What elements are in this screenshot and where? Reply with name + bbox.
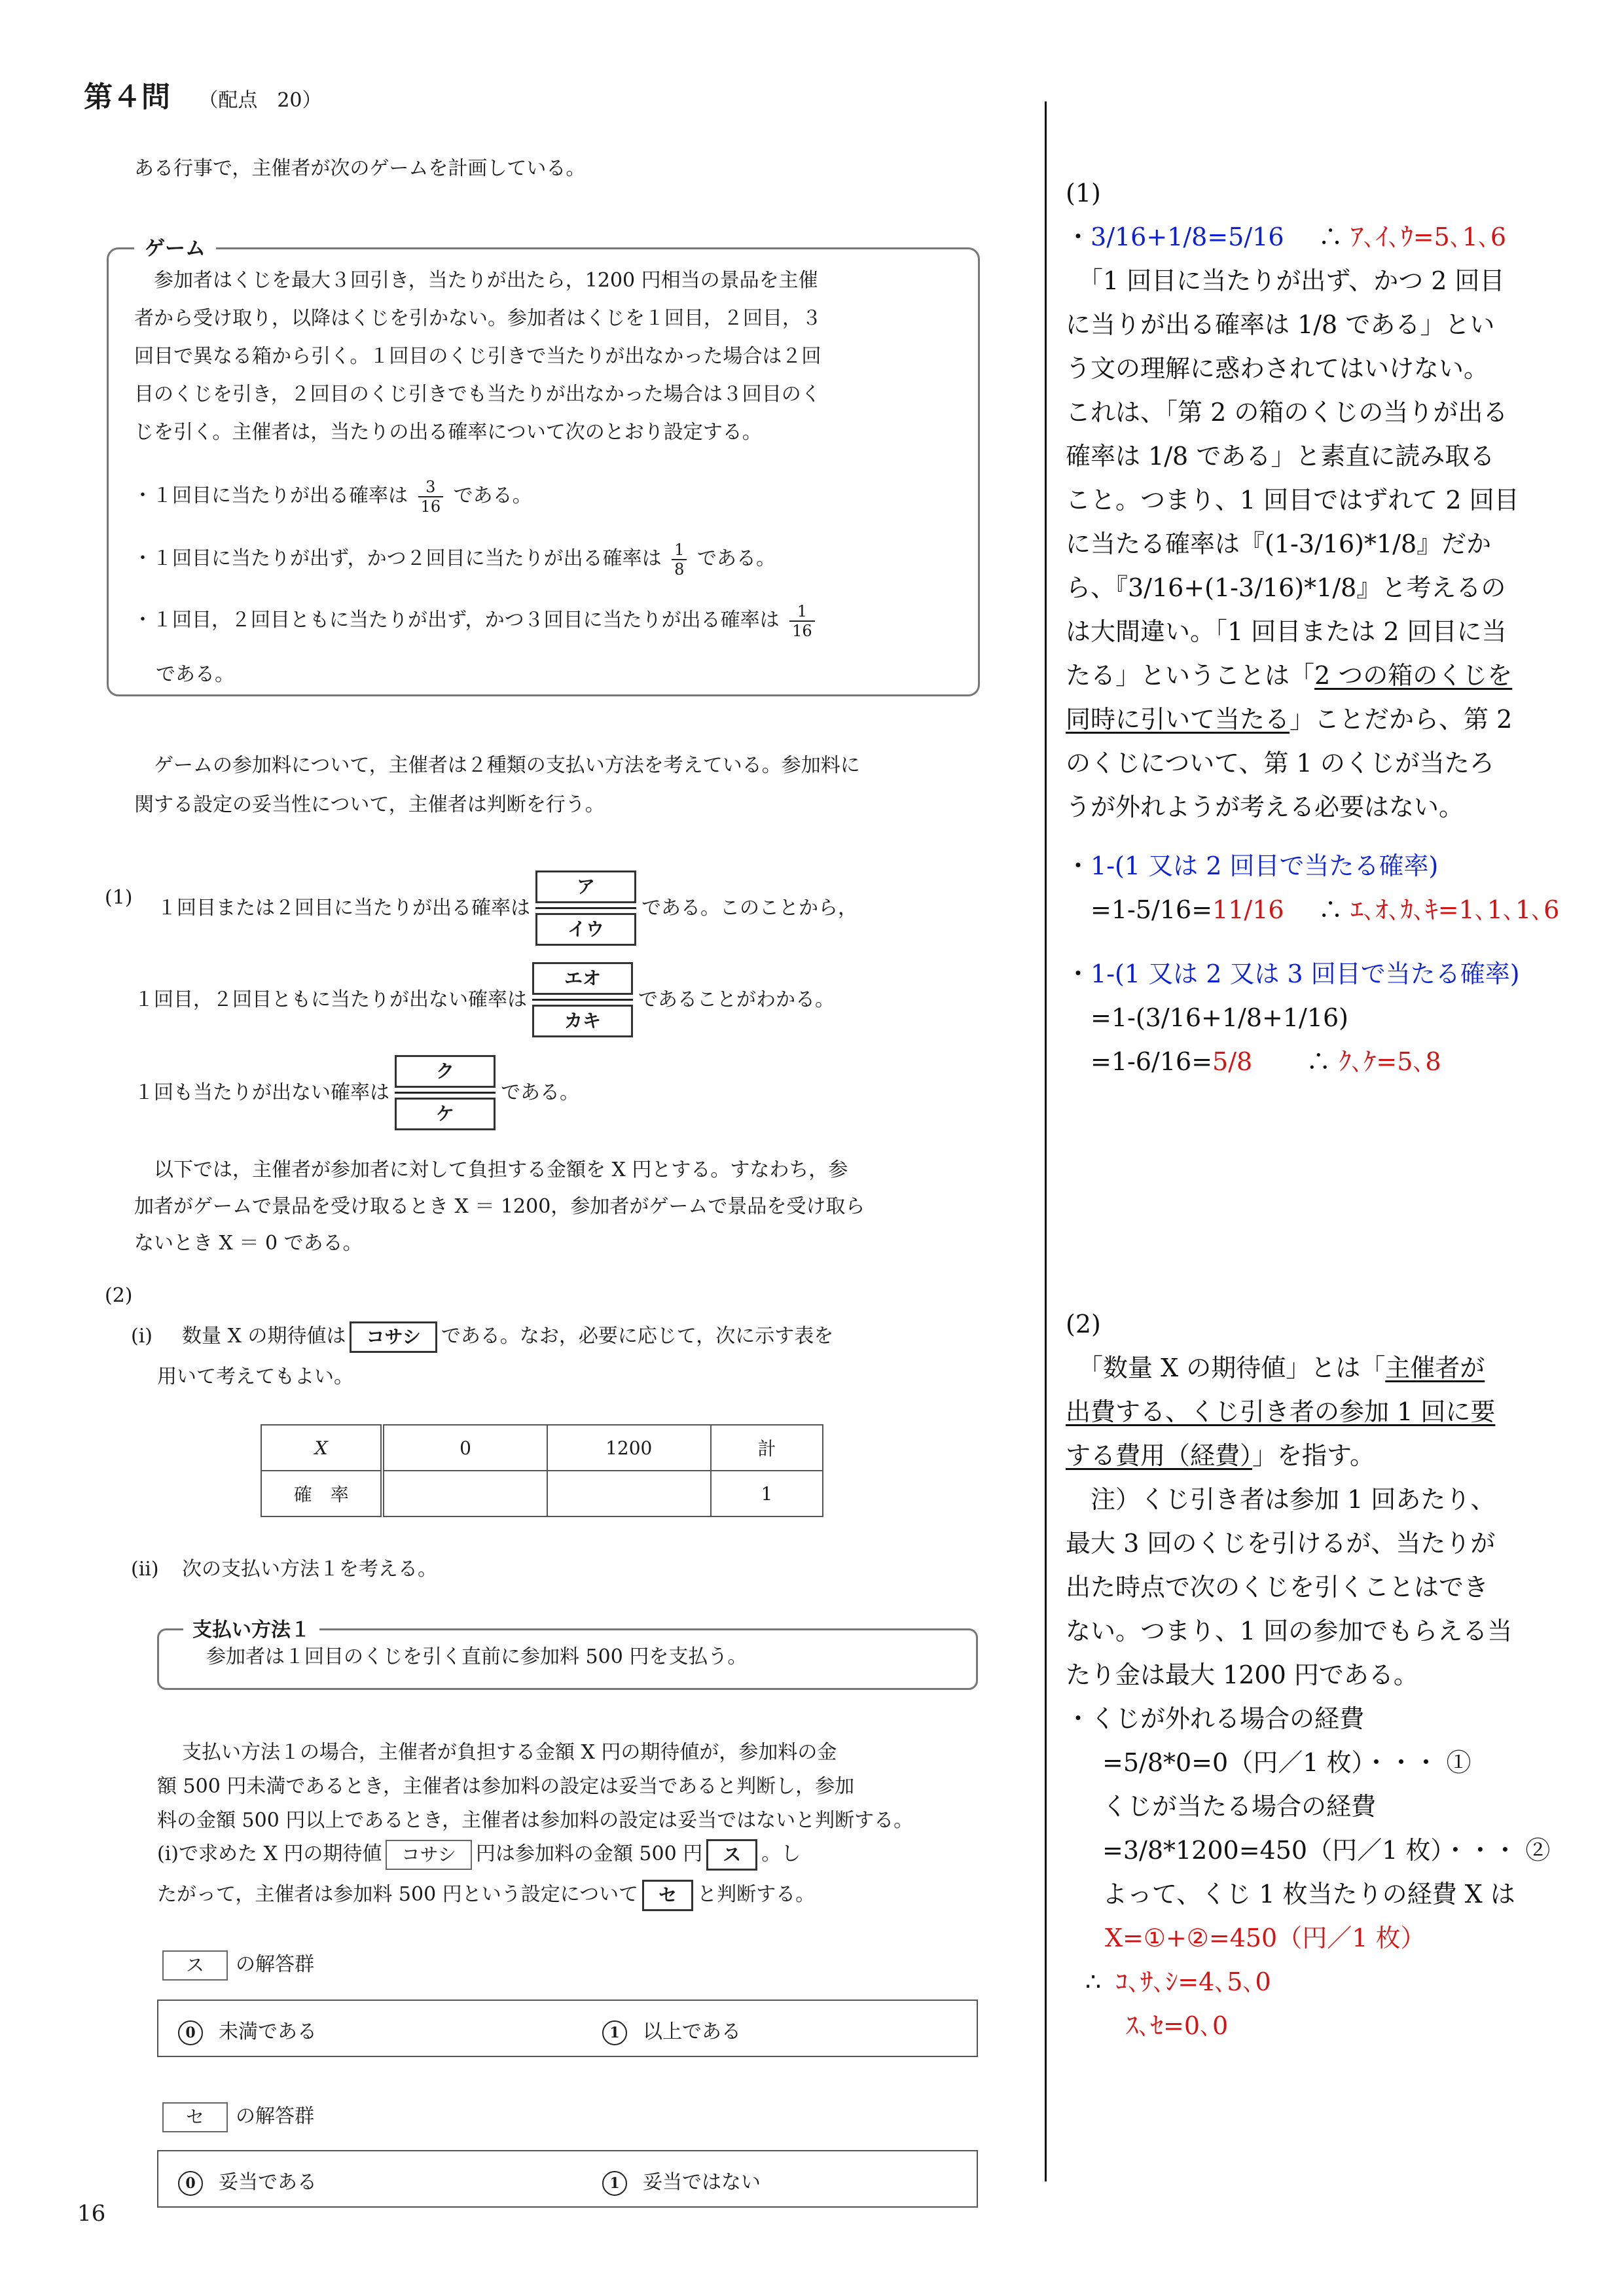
payment-line5 bbox=[157, 1877, 815, 1912]
table-cell[interactable] bbox=[547, 1471, 711, 1516]
fraction-bar bbox=[535, 907, 636, 909]
notes-underlined: 主催者が bbox=[1385, 1354, 1485, 1382]
notes-line: =5/8*0=0（円／1 枚）・・・ ① bbox=[1077, 1748, 1471, 1777]
q2-ii-text: 次の支払い方法１を考える。 bbox=[182, 1558, 437, 1581]
game-line: 目のくじを引き，２回目のくじ引きでも当たりが出なかった場合は３回目のく bbox=[134, 383, 821, 406]
q2-i-line1 bbox=[182, 1321, 833, 1353]
notes-text: =1-5/16= bbox=[1091, 895, 1213, 924]
q1-text: である。このことから， bbox=[641, 896, 857, 920]
bullet-text: ・１回目，２回目ともに当たりが出ず，かつ３回目に当たりが出る確率は bbox=[133, 609, 780, 632]
notes-line: 最大 3 回のくじを引けるが、当たりが bbox=[1066, 1529, 1496, 1558]
bullet-text: ・１回目に当たりが出る確率は bbox=[133, 484, 408, 507]
notes-text: 「数量 X の期待値」とは「 bbox=[1066, 1354, 1386, 1382]
bullet-1 bbox=[133, 478, 532, 516]
notes-line: こと。つまり、1 回目ではずれて 2 回目 bbox=[1066, 486, 1519, 514]
paragraph-line: 額 500 円未満であるとき，主催者は参加料の設定は妥当であると判断し，参加 bbox=[157, 1775, 855, 1798]
se-choice-0[interactable] bbox=[178, 2166, 317, 2196]
notes-line: のくじについて、第 1 のくじが当たろ bbox=[1066, 749, 1494, 778]
group-label: の解答群 bbox=[236, 1953, 315, 1976]
numerator: 1 bbox=[797, 602, 808, 620]
table-row bbox=[261, 1471, 823, 1516]
choice-text: 妥当ではない bbox=[643, 2171, 761, 2194]
notes-line: に当りが出る確率は 1/8 である」とい bbox=[1066, 310, 1495, 339]
answer-box-ku[interactable]: ク bbox=[395, 1055, 496, 1088]
notes-line: =3/8*1200=450（円／1 枚）・・・ ② bbox=[1077, 1836, 1551, 1865]
problem-number: 第４問 bbox=[84, 81, 170, 114]
payment-paragraph bbox=[157, 1736, 914, 1838]
circled-number: 0 bbox=[178, 2020, 203, 2045]
therefore-symbol: ∴ bbox=[1085, 1967, 1102, 1996]
su-choice-box bbox=[157, 2000, 978, 2057]
game-line: 者から受け取り，以降はくじを引かない。参加者はくじを１回目，２回目，３ bbox=[134, 307, 821, 330]
group-label: の解答群 bbox=[236, 2105, 315, 2128]
q1-text: であることがわかる。 bbox=[638, 988, 835, 1011]
bullet-dot: ・ bbox=[1066, 223, 1091, 251]
q1-text: １回も当たりが出ない確率は bbox=[134, 1081, 389, 1104]
game-line: じを引く。主催者は，当たりの出る確率について次のとおり設定する。 bbox=[134, 421, 762, 444]
payment-method-label: 支払い方法１ bbox=[183, 1613, 319, 1642]
game-line: 参加者はくじを最大３回引き，当たりが出たら，1200 円相当の景品を主催 bbox=[134, 269, 818, 292]
notes-bullet-2 bbox=[1066, 844, 1563, 932]
fee-paragraph bbox=[134, 744, 860, 827]
notes-line: よって、くじ 1 枚当たりの経費 X は bbox=[1077, 1880, 1515, 1909]
notes-line bbox=[1066, 698, 1563, 742]
q1-line2 bbox=[134, 962, 835, 1037]
table-cell: 計 bbox=[711, 1425, 823, 1471]
points-label: （配点 20） bbox=[198, 89, 322, 112]
table-row bbox=[261, 1425, 823, 1471]
notes-text: 」を指す。 bbox=[1252, 1441, 1375, 1470]
denominator: 16 bbox=[789, 620, 815, 640]
notes-section-2 bbox=[1066, 1302, 1563, 2048]
therefore-symbol: ∴ bbox=[1306, 1047, 1331, 1076]
notes-underlined: する費用（経費） bbox=[1066, 1441, 1253, 1470]
notes-result: 5/8 bbox=[1212, 1047, 1253, 1076]
circled-number: 1 bbox=[602, 2171, 627, 2196]
notes-answer: ｱ､ｲ､ｳ=5､1､6 bbox=[1350, 223, 1507, 251]
q2-text: 数量 X の期待値は bbox=[182, 1325, 346, 1348]
notes-line: に当たる確率は『(1-3/16)*1/8』だか bbox=[1066, 529, 1492, 558]
x-definition-paragraph bbox=[134, 1152, 865, 1262]
denominator: 16 bbox=[418, 496, 444, 516]
notes-line: =1-(3/16+1/8+1/16) bbox=[1091, 1003, 1349, 1032]
notes-line: 注）くじ引き者は参加 1 回あたり、 bbox=[1066, 1485, 1496, 1514]
notes-line: 確率は 1/8 である」と素直に読み取る bbox=[1066, 442, 1495, 471]
game-rules-text bbox=[134, 262, 956, 452]
notes-underlined: 同時に引いて当たる bbox=[1066, 705, 1290, 734]
notes-answer: ｽ､ｾ=0､0 bbox=[1126, 2011, 1229, 2040]
column-divider bbox=[1045, 101, 1047, 2181]
table-cell: 0 bbox=[382, 1425, 547, 1471]
q2-text: 円は参加料の金額 500 円 bbox=[475, 1842, 703, 1865]
answer-fraction-eo-kaki bbox=[532, 962, 633, 1037]
q2-text: である。なお，必要に応じて，次に示す表を bbox=[441, 1325, 834, 1348]
q1-text: である。 bbox=[501, 1081, 579, 1104]
q2-i-label: (i) bbox=[131, 1325, 153, 1348]
se-group-heading bbox=[162, 2101, 314, 2132]
q1-text: １回目または２回目に当たりが出る確率は bbox=[157, 896, 530, 920]
q1-line1 bbox=[157, 870, 857, 946]
q1-text: １回目，２回目ともに当たりが出ない確率は bbox=[134, 988, 527, 1011]
notes-line: 出た時点で次のくじを引くことはでき bbox=[1066, 1573, 1489, 1602]
notes-line: ら、『3/16+(1-3/16)*1/8』と考えるの bbox=[1066, 573, 1506, 602]
therefore-symbol: ∴ bbox=[1318, 223, 1343, 251]
table-cell: 1 bbox=[711, 1471, 823, 1516]
fraction bbox=[789, 602, 815, 640]
bullet-2 bbox=[133, 541, 776, 579]
answer-box-kosashi-ref: コサシ bbox=[386, 1840, 471, 1870]
payment-line4 bbox=[157, 1837, 801, 1872]
answer-box-a[interactable]: ア bbox=[535, 870, 636, 903]
notes-line: くじが当たる場合の経費 bbox=[1077, 1792, 1377, 1821]
bullet-dot: ・ bbox=[1066, 960, 1091, 988]
paragraph-line: 支払い方法１の場合，主催者が負担する金額 X 円の期待値が，参加料の金 bbox=[182, 1741, 837, 1764]
fraction-bar bbox=[395, 1092, 496, 1094]
notes-line: は大間違い。「1 回目または 2 回目に当 bbox=[1066, 617, 1507, 646]
page-number: 16 bbox=[77, 2200, 106, 2227]
q2-ii-label: (ii) bbox=[131, 1558, 159, 1581]
notes-expression: 1-(1 又は 2 又は 3 回目で当たる確率) bbox=[1091, 960, 1520, 988]
q2-text: と判断する。 bbox=[697, 1883, 816, 1906]
therefore-symbol: ∴ bbox=[1318, 895, 1343, 924]
intro-text: ある行事で，主催者が次のゲームを計画している。 bbox=[134, 157, 586, 180]
answer-box-kaki[interactable]: カキ bbox=[532, 1005, 633, 1037]
q2-text: たがって，主催者は参加料 500 円という設定について bbox=[157, 1883, 639, 1906]
payment-method-text: 参加者は１回目のくじを引く直前に参加料 500 円を支払う。 bbox=[206, 1645, 748, 1668]
notes-line: ない。つまり、1 回の参加でもらえる当 bbox=[1066, 1617, 1513, 1645]
denominator: 8 bbox=[672, 559, 687, 579]
bullet-text: である。 bbox=[453, 484, 532, 507]
choice-text: 未満である bbox=[219, 2020, 317, 2043]
notes-text: 」ことだから、第 2 bbox=[1290, 705, 1513, 734]
table-header-x: X bbox=[261, 1425, 382, 1471]
notes-answer: ｸ､ｹ=5､8 bbox=[1339, 1047, 1441, 1076]
numerator: 3 bbox=[425, 478, 436, 496]
q2-i-line2: 用いて考えてもよい。 bbox=[157, 1365, 353, 1388]
paragraph-line: 以下では，主催者が参加者に対して負担する金額を X 円とする。すなわち，参 bbox=[134, 1158, 848, 1181]
answer-box-su[interactable]: ス bbox=[706, 1839, 757, 1871]
answer-box-ke[interactable]: ケ bbox=[395, 1098, 496, 1130]
table-header-prob: 確 率 bbox=[261, 1471, 382, 1516]
notes-line: 「1 回目に当たりが出ず、かつ 2 回目 bbox=[1066, 266, 1505, 295]
probability-table bbox=[261, 1424, 823, 1517]
su-choice-1[interactable] bbox=[602, 2015, 741, 2045]
notes-expression: 3/16+1/8=5/16 bbox=[1091, 223, 1284, 251]
paragraph-line: 料の金額 500 円以上であるとき，主催者は参加料の設定は妥当ではないと判断する。 bbox=[157, 1809, 914, 1832]
fraction-bar bbox=[532, 999, 633, 1001]
notes-label: (1) bbox=[1066, 179, 1101, 207]
notes-result: 11/16 bbox=[1212, 895, 1284, 924]
answer-fraction-a-iu bbox=[535, 870, 636, 946]
notes-text: =1-6/16= bbox=[1091, 1047, 1213, 1076]
choice-text: 以上である bbox=[643, 2020, 741, 2043]
paragraph-line: ないとき X ＝ 0 である。 bbox=[134, 1232, 363, 1255]
paragraph-line: 関する設定の妥当性について，主催者は判断を行う。 bbox=[134, 793, 605, 816]
q2-text: 。し bbox=[761, 1842, 801, 1865]
answer-fraction-ku-ke bbox=[395, 1055, 496, 1130]
se-choice-box bbox=[157, 2150, 978, 2208]
table-cell: 1200 bbox=[547, 1425, 711, 1471]
notes-label: (2) bbox=[1066, 1310, 1101, 1338]
group-box-se: セ bbox=[162, 2102, 228, 2132]
numerator: 1 bbox=[674, 541, 685, 559]
answer-box-iu[interactable]: イウ bbox=[535, 913, 636, 946]
su-group-heading bbox=[162, 1949, 314, 1981]
q2-label: (2) bbox=[105, 1284, 133, 1307]
answer-box-kosashi[interactable]: コサシ bbox=[350, 1321, 437, 1353]
notes-answer: ｴ､ｵ､ｶ､ｷ=1､1､1､6 bbox=[1350, 895, 1560, 924]
q2-text: (i)で求めた X 円の期待値 bbox=[157, 1842, 382, 1865]
circled-number: 1 bbox=[602, 2020, 627, 2045]
notes-section-1 bbox=[1066, 171, 1563, 829]
bullet-3-cont: である。 bbox=[156, 663, 234, 686]
su-choice-0[interactable] bbox=[178, 2015, 317, 2045]
notes-line bbox=[1066, 654, 1563, 698]
answer-box-eo[interactable]: エオ bbox=[532, 962, 633, 995]
answer-box-se[interactable]: セ bbox=[642, 1880, 693, 1911]
notes-line: これは、「第 2 の箱のくじの当りが出る bbox=[1066, 398, 1508, 427]
fraction bbox=[418, 478, 444, 516]
notes-underlined: 2 つの箱のくじを bbox=[1314, 661, 1513, 690]
notes-line: たり金は最大 1200 円である。 bbox=[1066, 1660, 1418, 1689]
notes-result: X=①+②=450（円／1 枚） bbox=[1105, 1924, 1426, 1952]
notes-line: ・くじが外れる場合の経費 bbox=[1066, 1704, 1365, 1733]
game-line: 回目で異なる箱から引く。１回目のくじ引きで当たりが出なかった場合は２回 bbox=[134, 345, 821, 368]
se-choice-1[interactable] bbox=[602, 2166, 761, 2196]
choice-text: 妥当である bbox=[219, 2171, 317, 2194]
notes-expression: 1-(1 又は 2 回目で当たる確率) bbox=[1091, 852, 1439, 880]
notes-underlined: 出費する、くじ引き者の参加 1 回に要 bbox=[1066, 1397, 1496, 1426]
paragraph-line: ゲームの参加料について，主催者は２種類の支払い方法を考えている。参加料に bbox=[134, 754, 860, 777]
bullet-3 bbox=[133, 602, 819, 640]
bullet-text: である。 bbox=[696, 547, 776, 570]
notes-bullet-1 bbox=[1066, 215, 1563, 259]
fraction bbox=[672, 541, 687, 579]
problem-title bbox=[84, 73, 322, 115]
group-box-su: ス bbox=[162, 1950, 228, 1981]
notes-bullet-3 bbox=[1066, 952, 1563, 1084]
q1-line3 bbox=[134, 1055, 579, 1130]
notes-answer: ｺ､ｻ､ｼ=4､5､0 bbox=[1115, 1967, 1271, 1996]
q1-label: (1) bbox=[105, 886, 133, 909]
game-box-label: ゲーム bbox=[134, 232, 216, 261]
bullet-text: ・１回目に当たりが出ず，かつ２回目に当たりが出る確率は bbox=[133, 547, 662, 570]
notes-line: う文の理解に惑わされてはいけない。 bbox=[1066, 354, 1489, 383]
circled-number: 0 bbox=[178, 2171, 203, 2196]
paragraph-line: 加者がゲームで景品を受け取るとき X ＝ 1200，参加者がゲームで景品を受け取ら bbox=[134, 1195, 865, 1218]
table-cell[interactable] bbox=[382, 1471, 547, 1516]
notes-text: たる」ということは「 bbox=[1066, 661, 1315, 690]
bullet-dot: ・ bbox=[1066, 852, 1091, 880]
notes-line: うが外れようが考える必要はない。 bbox=[1066, 793, 1464, 821]
